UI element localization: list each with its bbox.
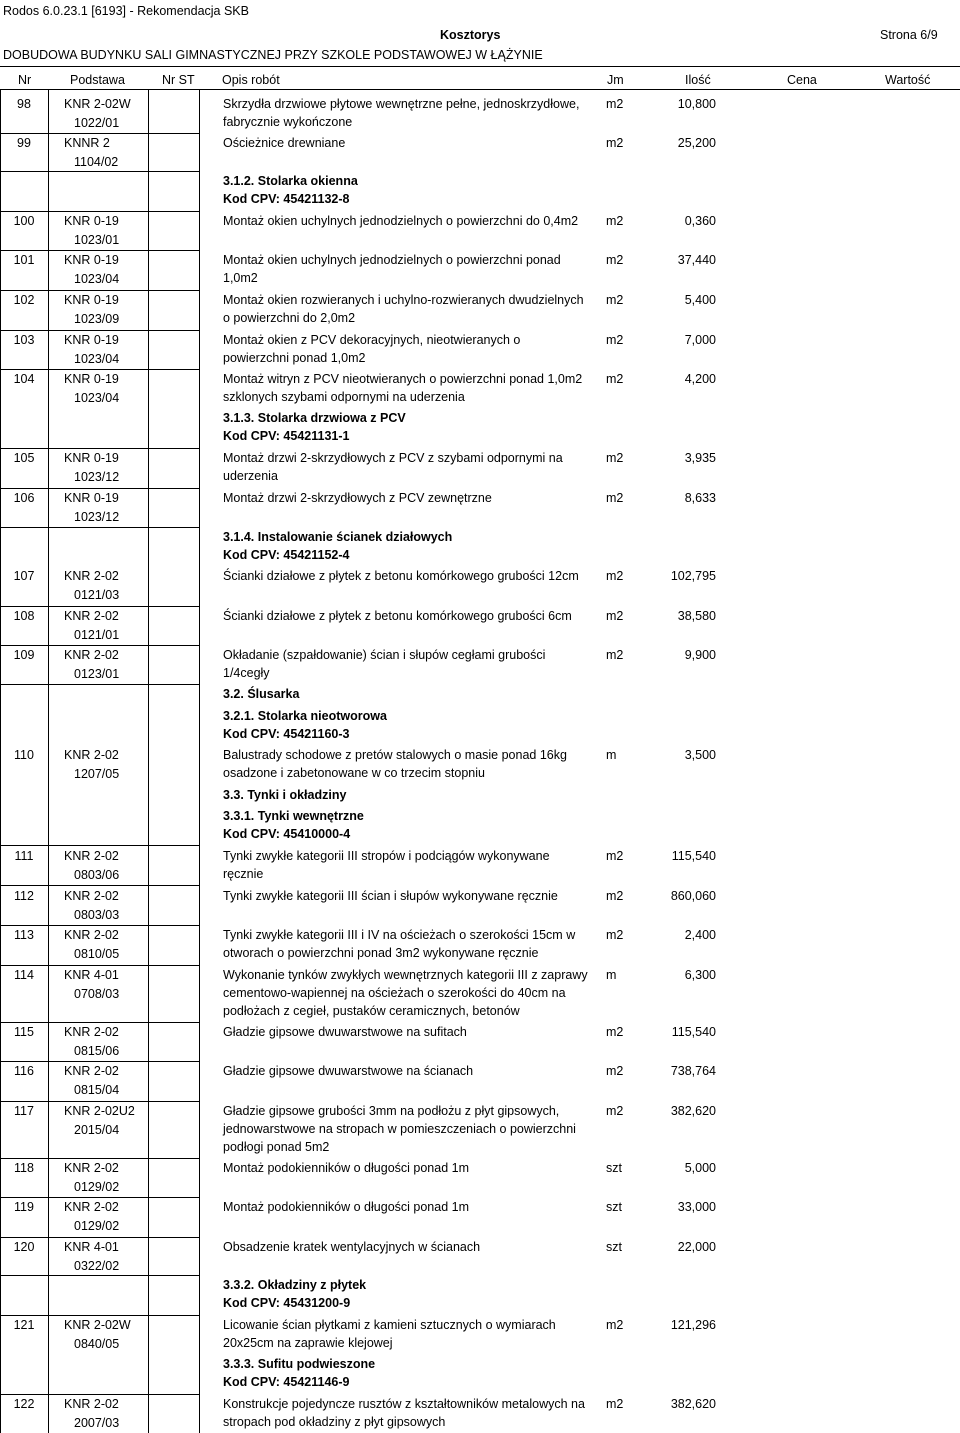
row-basis-code: KNR 2-02: [64, 1200, 119, 1214]
section-heading: 3.1.2. Stolarka okienna: [223, 174, 358, 188]
row-number: 121: [13, 1318, 35, 1332]
section-cpv-code: Kod CPV: 45421131-1: [223, 429, 350, 443]
row-unit: m: [606, 748, 617, 762]
row-number: 116: [14, 1064, 34, 1078]
app-title: Rodos 6.0.23.1 [6193] - Rekomendacja SKB: [3, 4, 249, 18]
row-separator: [0, 684, 200, 685]
row-number: 111: [14, 849, 34, 863]
row-separator: [0, 250, 200, 251]
row-separator: [0, 1394, 200, 1395]
row-number: 113: [14, 928, 34, 942]
row-description: Ścianki działowe z płytek z betonu komórkowego grubości 6cm: [223, 609, 572, 623]
row-basis-code: KNR 2-02: [64, 849, 119, 863]
row-unit: m2: [606, 214, 624, 228]
row-number: 104: [13, 372, 35, 386]
row-description: Montaż okien z PCV dekoracyjnych, nieotwieranych o powierzchni ponad 1,0m2: [223, 333, 521, 365]
row-description: Gładzie gipsowe grubości 3mm na podłożu z płyt gipsowych, jednowarstwowe na stropach w pomieszczeniach o powierzchni podłogi ponad 5m2: [223, 1104, 576, 1154]
row-unit: m2: [606, 928, 624, 942]
col-podstawa: Podstawa: [70, 73, 125, 87]
row-separator: [0, 171, 200, 172]
row-basis-code: KNR 2-02U2: [64, 1104, 135, 1118]
row-description: Wykonanie tynków zwykłych wewnętrznych kategorii III z zaprawy cementowo-wapiennej na ościeżach o szerokości do 40cm na podłożach z cegieł, pustaków ceramicznych, betonów: [223, 968, 588, 1018]
row-basis-table: 0840/05: [74, 1337, 120, 1351]
row-separator: [0, 1101, 200, 1102]
section-heading: 3.3. Tynki i okładziny: [223, 788, 347, 802]
row-separator: [0, 1022, 200, 1023]
section-cpv-code: Kod CPV: 45421132-8: [223, 192, 350, 206]
row-description: Tynki zwykłe kategorii III i IV na ościeżach o szerokości 15cm w otworach o powierzchni ponad 3m2 wykonywane ręcznie: [223, 928, 576, 960]
row-separator: [0, 925, 200, 926]
row-separator: [0, 133, 200, 134]
row-separator: [0, 1275, 200, 1276]
row-basis-table: 0129/02: [74, 1180, 120, 1194]
col-jm: Jm: [607, 73, 624, 87]
row-description: Montaż okien rozwieranych i uchylno-rozwieranych dwudzielnych o powierzchni do 2,0m2: [223, 293, 584, 325]
row-number: 102: [13, 293, 35, 307]
row-description: Ścianki działowe z płytek z betonu komórkowego grubości 12cm: [223, 569, 579, 583]
row-basis-code: KNR 0-19: [64, 293, 119, 307]
row-basis-code: KNR 2-02: [64, 928, 119, 942]
row-quantity: 382,620: [670, 1397, 716, 1411]
row-description: Ościeżnice drewniane: [223, 136, 346, 150]
row-basis-code: KNR 2-02: [64, 1397, 119, 1411]
column-rule: [48, 90, 49, 1433]
column-rule: [199, 90, 200, 1433]
row-description: Montaż podokienników o długości ponad 1m: [223, 1161, 469, 1175]
row-description: Tynki zwykłe kategorii III ścian i słupów wykonywane ręcznie: [223, 889, 558, 903]
row-basis-table: 0815/04: [74, 1083, 120, 1097]
row-unit: szt: [606, 1240, 622, 1254]
row-number: 108: [13, 609, 35, 623]
row-number: 122: [13, 1397, 35, 1411]
row-description: Obsadzenie kratek wentylacyjnych w ścianach: [223, 1240, 481, 1254]
row-separator: [0, 527, 200, 528]
row-basis-code: KNR 0-19: [64, 491, 119, 505]
row-quantity: 5,400: [684, 293, 716, 307]
row-quantity: 4,200: [684, 372, 716, 386]
row-basis-code: KNR 2-02: [64, 1025, 119, 1039]
row-quantity: 115,540: [671, 1025, 716, 1039]
row-quantity: 8,633: [684, 491, 716, 505]
row-description: Balustrady schodowe z pretów stalowych o masie ponad 16kg osadzone i zabetonowane w co trzecim stopniu: [223, 748, 567, 780]
row-basis-code: KNR 0-19: [64, 214, 119, 228]
row-quantity: 3,500: [684, 748, 716, 762]
row-number: 117: [14, 1104, 34, 1118]
row-basis-code: KNR 4-01: [64, 1240, 119, 1254]
row-quantity: 9,900: [684, 648, 716, 662]
row-description: Skrzydła drzwiowe płytowe wewnętrzne pełne, jednoskrzydłowe, fabrycznie wykończone: [223, 97, 580, 129]
row-unit: m2: [606, 1064, 624, 1078]
row-number: 119: [14, 1200, 34, 1214]
row-separator: [0, 330, 200, 331]
row-description: Licowanie ścian płytkami z kamieni sztucznych o wymiarach 20x25cm na zaprawie klejowej: [223, 1318, 556, 1350]
row-unit: m: [606, 968, 617, 982]
row-separator: [0, 488, 200, 489]
header-top-rule: [0, 66, 960, 67]
row-separator: [0, 606, 200, 607]
row-unit: m2: [606, 1318, 624, 1332]
row-basis-code: KNR 2-02W: [64, 1318, 131, 1332]
row-separator: [0, 369, 200, 370]
row-number: 109: [13, 648, 35, 662]
row-separator: [0, 885, 200, 886]
section-heading: 3.2. Ślusarka: [223, 687, 300, 701]
row-separator: [0, 290, 200, 291]
col-cena: Cena: [787, 73, 817, 87]
document-title: Kosztorys: [440, 28, 501, 42]
row-basis-table: 0129/02: [74, 1219, 120, 1233]
row-unit: m2: [606, 1104, 624, 1118]
row-basis-code: KNR 2-02: [64, 1161, 119, 1175]
row-basis-table: 1023/04: [74, 391, 120, 405]
row-basis-table: 0121/03: [74, 588, 120, 602]
row-number: 115: [14, 1025, 34, 1039]
page-number: Strona 6/9: [880, 28, 938, 42]
col-opis: Opis robót: [222, 73, 280, 87]
row-quantity: 10,800: [677, 97, 716, 111]
row-unit: m2: [606, 491, 624, 505]
row-number: 120: [13, 1240, 35, 1254]
row-description: Montaż drzwi 2-skrzydłowych z PCV zewnętrzne: [223, 491, 492, 505]
row-quantity: 382,620: [670, 1104, 716, 1118]
row-basis-table: 1022/01: [74, 116, 120, 130]
row-basis-code: KNR 0-19: [64, 372, 119, 386]
row-description: Montaż okien uchylnych jednodzielnych o powierzchni do 0,4m2: [223, 214, 579, 228]
col-nr-st: Nr ST: [162, 73, 195, 87]
row-description: Konstrukcje pojedyncze rusztów z kształtowników metalowych na stropach pod okładziny z płyt gipsowych: [223, 1397, 585, 1429]
row-basis-code: KNR 2-02: [64, 889, 119, 903]
row-basis-table: 1023/12: [74, 510, 120, 524]
row-quantity: 3,935: [684, 451, 716, 465]
row-description: Montaż witryn z PCV nieotwieranych o powierzchni ponad 1,0m2 szklonych szybami odpornymi na uderzenia: [223, 372, 583, 404]
row-unit: m2: [606, 333, 624, 347]
row-description: Montaż podokienników o długości ponad 1m: [223, 1200, 469, 1214]
section-heading: 3.3.2. Okładziny z płytek: [223, 1278, 367, 1292]
row-quantity: 37,440: [677, 253, 716, 267]
row-basis-code: KNR 2-02: [64, 1064, 119, 1078]
row-basis-table: 0123/01: [74, 667, 120, 681]
row-basis-table: 1023/04: [74, 352, 120, 366]
row-separator: [0, 645, 200, 646]
row-unit: m2: [606, 889, 624, 903]
row-separator: [0, 845, 200, 846]
row-separator: [0, 965, 200, 966]
row-number: 118: [14, 1161, 34, 1175]
row-number: 107: [13, 569, 35, 583]
section-heading: 3.3.1. Tynki wewnętrzne: [223, 809, 364, 823]
row-unit: szt: [606, 1200, 622, 1214]
row-number: 101: [13, 253, 35, 267]
row-number: 99: [17, 136, 31, 150]
section-cpv-code: Kod CPV: 45421146-9: [223, 1375, 350, 1389]
row-quantity: 2,400: [684, 928, 716, 942]
row-basis-table: 1023/04: [74, 272, 120, 286]
row-separator: [0, 448, 200, 449]
row-separator: [0, 1315, 200, 1316]
row-basis-table: 2015/04: [74, 1123, 120, 1137]
row-number: 103: [13, 333, 35, 347]
row-unit: m2: [606, 136, 624, 150]
column-rule: [148, 90, 149, 1433]
row-basis-code: KNR 0-19: [64, 333, 119, 347]
row-description: Okładanie (szpałdowanie) ścian i słupów cegłami grubości 1/4cegły: [223, 648, 546, 680]
row-separator: [0, 211, 200, 212]
row-basis-code: KNR 2-02: [64, 648, 119, 662]
row-quantity: 102,795: [670, 569, 716, 583]
row-unit: szt: [606, 1161, 622, 1175]
row-number: 98: [17, 97, 31, 111]
row-unit: m2: [606, 609, 624, 623]
section-heading: 3.3.3. Sufitu podwieszone: [223, 1357, 376, 1371]
row-description: Montaż drzwi 2-skrzydłowych z PCV z szybami odpornymi na uderzenia: [223, 451, 563, 483]
row-basis-code: KNR 2-02: [64, 569, 119, 583]
row-basis-table: 0815/06: [74, 1044, 120, 1058]
row-number: 112: [14, 889, 34, 903]
row-quantity: 860,060: [670, 889, 716, 903]
col-ilosc: Ilość: [685, 73, 711, 87]
row-basis-table: 0322/02: [74, 1259, 120, 1273]
row-unit: m2: [606, 1025, 624, 1039]
header-bottom-rule: [0, 89, 960, 90]
row-quantity: 121,296: [670, 1318, 716, 1332]
row-basis-table: 1023/12: [74, 470, 120, 484]
section-cpv-code: Kod CPV: 45421152-4: [223, 548, 350, 562]
row-quantity: 115,540: [671, 849, 716, 863]
row-quantity: 38,580: [677, 609, 716, 623]
row-separator: [0, 1197, 200, 1198]
row-number: 100: [13, 214, 35, 228]
row-quantity: 5,000: [684, 1161, 716, 1175]
row-unit: m2: [606, 253, 624, 267]
row-unit: m2: [606, 569, 624, 583]
row-unit: m2: [606, 372, 624, 386]
row-basis-code: KNR 2-02: [64, 748, 119, 762]
section-cpv-code: Kod CPV: 45410000-4: [223, 827, 351, 841]
row-number: 106: [13, 491, 35, 505]
row-quantity: 0,360: [684, 214, 716, 228]
row-number: 110: [14, 748, 34, 762]
row-basis-code: KNR 2-02W: [64, 97, 131, 111]
row-number: 114: [14, 968, 34, 982]
row-unit: m2: [606, 451, 624, 465]
row-unit: m2: [606, 97, 624, 111]
project-name: DOBUDOWA BUDYNKU SALI GIMNASTYCZNEJ PRZY SZKOLE PODSTAWOWEJ W ŁĄŻYNIE: [3, 48, 543, 62]
row-quantity: 7,000: [684, 333, 716, 347]
col-nr: Nr: [18, 73, 32, 87]
row-unit: m2: [606, 293, 624, 307]
section-cpv-code: Kod CPV: 45421160-3: [223, 727, 350, 741]
row-basis-table: 1104/02: [74, 155, 119, 169]
row-description: Tynki zwykłe kategorii III stropów i podciągów wykonywane ręcznie: [223, 849, 550, 881]
row-quantity: 6,300: [684, 968, 716, 982]
row-quantity: 22,000: [677, 1240, 716, 1254]
row-basis-table: 1023/01: [74, 233, 120, 247]
row-basis-code: KNR 0-19: [64, 451, 119, 465]
row-quantity: 33,000: [677, 1200, 716, 1214]
row-description: Gładzie gipsowe dwuwarstwowe na sufitach: [223, 1025, 467, 1039]
row-separator: [0, 1061, 200, 1062]
row-description: Montaż okien uchylnych jednodzielnych o powierzchni ponad 1,0m2: [223, 253, 561, 285]
row-basis-code: KNR 0-19: [64, 253, 119, 267]
section-heading: 3.1.4. Instalowanie ścianek działowych: [223, 530, 453, 544]
row-basis-table: 1023/09: [74, 312, 120, 326]
row-unit: m2: [606, 849, 624, 863]
row-unit: m2: [606, 1397, 624, 1411]
section-cpv-code: Kod CPV: 45431200-9: [223, 1296, 351, 1310]
col-wartosc: Wartość: [885, 73, 931, 87]
section-heading: 3.2.1. Stolarka nieotworowa: [223, 709, 387, 723]
row-unit: m2: [606, 648, 624, 662]
row-basis-table: 0803/06: [74, 868, 120, 882]
row-number: 105: [13, 451, 35, 465]
row-basis-code: KNR 4-01: [64, 968, 119, 982]
row-basis-code: KNNR 2: [64, 136, 110, 150]
row-basis-table: 0803/03: [74, 908, 120, 922]
row-basis-code: KNR 2-02: [64, 609, 119, 623]
row-description: Gładzie gipsowe dwuwarstwowe na ścianach: [223, 1064, 474, 1078]
row-quantity: 738,764: [670, 1064, 716, 1078]
row-separator: [0, 1237, 200, 1238]
row-separator: [0, 1158, 200, 1159]
row-basis-table: 1207/05: [74, 767, 120, 781]
row-basis-table: 0810/05: [74, 947, 120, 961]
row-basis-table: 0708/03: [74, 987, 120, 1001]
section-heading: 3.1.3. Stolarka drzwiowa z PCV: [223, 411, 406, 425]
row-basis-table: 2007/03: [74, 1416, 120, 1430]
row-quantity: 25,200: [677, 136, 716, 150]
row-basis-table: 0121/01: [74, 628, 120, 642]
